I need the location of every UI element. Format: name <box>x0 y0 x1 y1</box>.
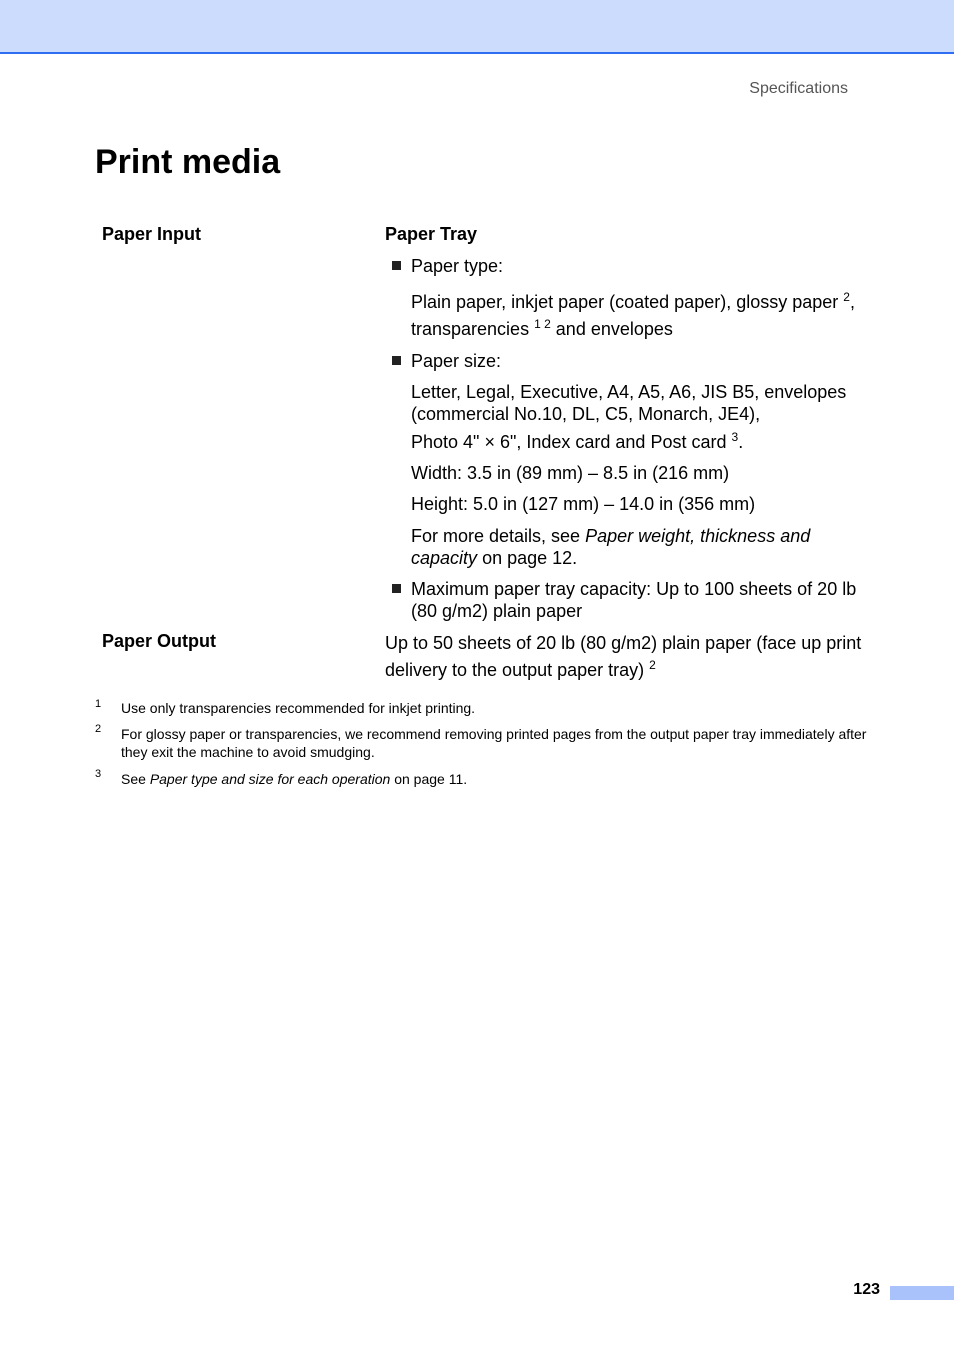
paper-output-label: Paper Output <box>102 631 217 651</box>
paper-size-label: Paper size: <box>411 351 502 371</box>
header-band <box>0 0 954 54</box>
footnote-number: 2 <box>95 723 102 735</box>
paper-height: Height: 5.0 in (127 mm) – 14.0 in (356 mm) <box>411 494 756 514</box>
footnote-number: 1 <box>95 698 102 710</box>
paper-size-line-3: Photo 4" × 6", Index card and Post card $^3$. <box>411 430 744 452</box>
bullet-icon <box>392 261 401 270</box>
tray-capacity: Maximum paper tray capacity: Up to 100 sheets of 20 lb (80 g/m2) plain paper <box>411 579 857 621</box>
bullet-icon <box>392 356 401 365</box>
section-label: Specifications <box>749 80 848 97</box>
paper-input-label: Paper Input <box>102 224 202 244</box>
paper-output-text: Up to 50 sheets of 20 lb (80 g/m2) plain paper (face up print delivery to the output paper tray) $^2$ <box>385 633 862 680</box>
paper-size-line-1: Letter, Legal, Executive, A4, A5, A6, JIS B5, envelopes <box>411 382 847 402</box>
page-tab <box>890 1286 954 1300</box>
cross-reference-link[interactable]: Paper weight, thickness and capacity <box>411 526 811 568</box>
details-text: For more details, see Paper weight, thickness and capacity on page 12. <box>411 526 811 568</box>
paper-type-line-2: transparencies $^{1 2}$ and envelopes <box>411 317 673 339</box>
page-title: Print media <box>95 143 281 181</box>
footnote-ref: 1 2 <box>534 317 551 331</box>
footnote-number: 3 <box>95 768 102 780</box>
footnote-text: See Paper type and size for each operation on page 11. <box>121 771 468 787</box>
bullet-icon <box>392 584 401 593</box>
footnote-ref: 2 <box>649 658 656 672</box>
paper-tray-heading: Paper Tray <box>385 224 478 244</box>
footnote-ref: 3 <box>731 430 739 444</box>
paper-type-line-1: Plain paper, inkjet paper (coated paper), glossy paper $^2$, <box>411 290 855 312</box>
cross-reference-link[interactable]: Paper type and size for each operation <box>149 771 391 787</box>
paper-size-line-2: (commercial No.10, DL, C5, Monarch, JE4), <box>411 404 761 424</box>
paper-width: Width: 3.5 in (89 mm) – 8.5 in (216 mm) <box>411 463 730 483</box>
page-number: 123 <box>853 1281 880 1298</box>
footnote-text: Use only transparencies recommended for inkjet printing. <box>121 700 476 716</box>
footnote-text: For glossy paper or transparencies, we recommend removing printed pages from the output paper tray immediately after they exit the machine to avoid smudging. <box>121 726 867 760</box>
paper-type-label: Paper type: <box>411 256 504 276</box>
footnote-ref: 2 <box>843 290 850 304</box>
